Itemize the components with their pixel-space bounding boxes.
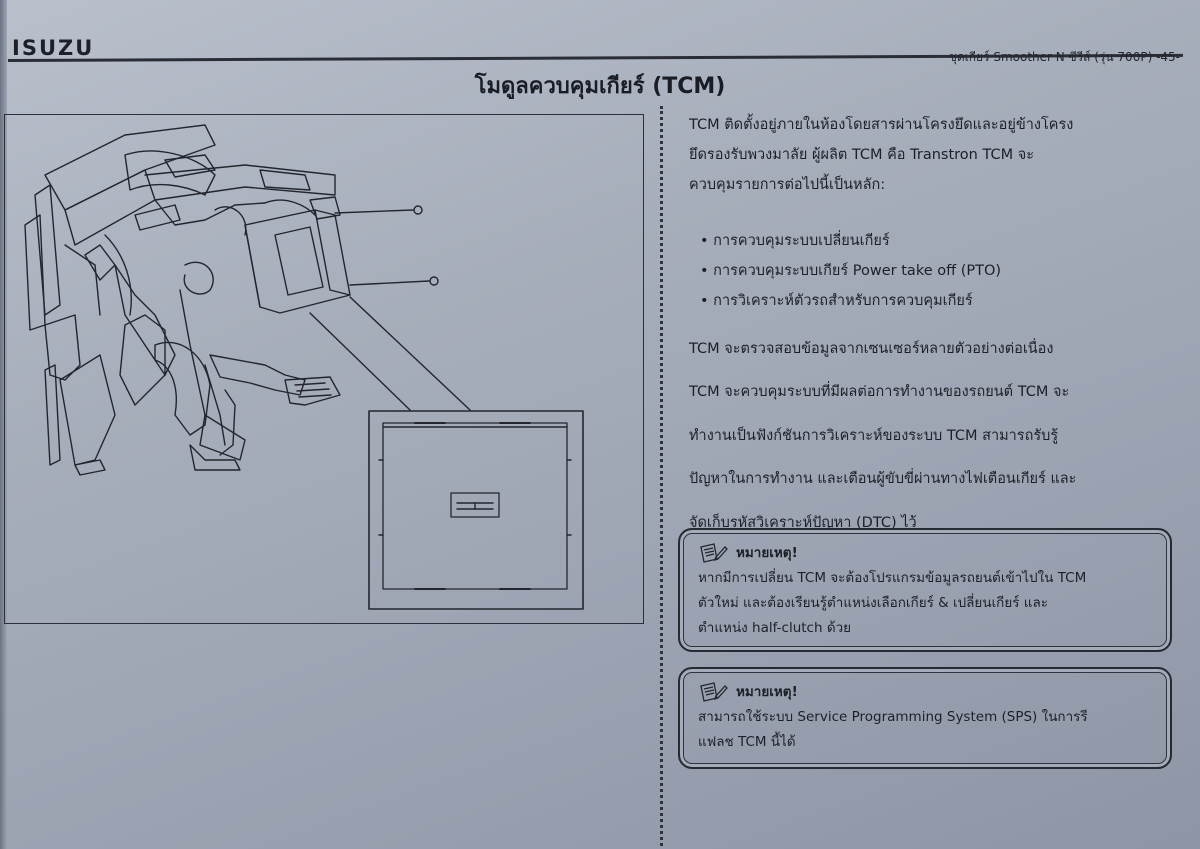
paragraph-line: จัดเก็บรหัสวิเคราะห์ปัญหา (DTC) ไว้	[689, 514, 917, 531]
note-heading: หมายเหตุ!	[736, 544, 798, 561]
list-item: • การควบคุมระบบเกียร์ Power take off (PTO)	[700, 256, 1160, 286]
note-box	[678, 528, 1172, 652]
intro-line: ควบคุมรายการต่อไปนี้เป็นหลัก:	[689, 177, 886, 193]
description-paragraph	[689, 320, 1159, 552]
note-pencil-icon	[698, 541, 728, 565]
list-item: • การวิเคราะห์ตัวรถสำหรับการควบคุมเกียร์	[700, 286, 1160, 316]
tcm-location-figure	[4, 114, 644, 624]
page-title: โมดูลควบคุมเกียร์ (TCM)	[474, 74, 726, 99]
running-head: ชุดเกียร์ Smoother N ซีรีส์ (รุ่น 700P) -45-	[948, 50, 1180, 64]
note-header	[698, 679, 1154, 705]
note-line: แฟลช TCM นี้ได้	[698, 734, 796, 750]
intro-line: ยึดรองรับพวงมาลัย ผู้ผลิต TCM คือ Transtron TCM จะ	[689, 147, 1034, 163]
note-header	[698, 540, 1154, 566]
function-list	[700, 226, 1160, 316]
brand-logo: ISUZU	[12, 36, 95, 60]
note-heading: หมายเหตุ!	[736, 683, 798, 700]
column-divider	[660, 106, 663, 846]
note-line: สามารถใช้ระบบ Service Programming System (SPS) ในการรี	[698, 709, 1088, 725]
note-line: หากมีการเปลี่ยน TCM จะต้องโปรแกรมข้อมูลรถยนต์เข้าไปใน TCM	[698, 570, 1087, 586]
note-line: ตำแหน่ง half-clutch ด้วย	[698, 620, 852, 636]
note-line: ตัวใหม่ และต้องเรียนรู้ตำแหน่งเลือกเกียร์ & เปลี่ยนเกียร์ และ	[698, 595, 1049, 611]
intro-paragraph	[689, 110, 1159, 200]
note-box	[678, 667, 1172, 769]
list-item: • การควบคุมระบบเปลี่ยนเกียร์	[700, 226, 1160, 256]
paragraph-line: TCM จะควบคุมระบบที่มีผลต่อการทำงานของรถยนต์ TCM จะ	[689, 384, 1070, 400]
note-pencil-icon	[698, 680, 728, 704]
paragraph-line: ทำงานเป็นฟังก์ชันการวิเคราะห์ของระบบ TCM สามารถรับรู้	[689, 427, 1059, 444]
paragraph-line: TCM จะตรวจสอบข้อมูลจากเซนเซอร์หลายตัวอย่างต่อเนื่อง	[689, 340, 1054, 357]
tcm-mounting-illustration	[5, 115, 645, 625]
paragraph-line: ปัญหาในการทำงาน และเตือนผู้ขับขี่ผ่านทางไฟเตือนเกียร์ และ	[689, 471, 1077, 487]
intro-line: TCM ติดตั้งอยู่ภายในห้องโดยสารผ่านโครงยึดและอยู่ข้างโครง	[689, 117, 1074, 133]
